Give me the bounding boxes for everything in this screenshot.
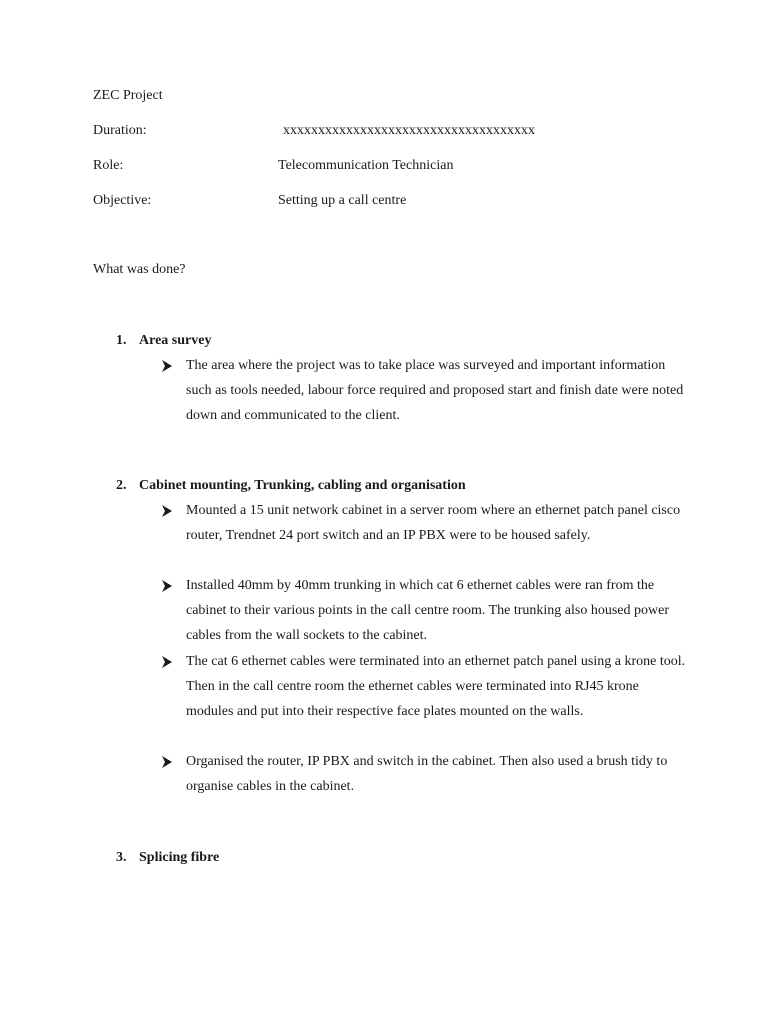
arrowhead-bullet-icon	[161, 502, 173, 520]
role-label: Role:	[93, 158, 124, 173]
intro-question: What was done?	[93, 262, 186, 277]
section-number: 2.	[116, 478, 127, 493]
arrowhead-bullet-icon	[161, 653, 173, 671]
arrowhead-bullet-icon	[161, 357, 173, 375]
bullet-text: Mounted a 15 unit network cabinet in a server room where an ethernet patch panel cisco router, Trendnet 24 port switch and an IP PBX were to be housed safely.	[186, 503, 681, 544]
objective-value: Setting up a call centre	[278, 193, 407, 208]
project-title: ZEC Project	[93, 88, 163, 103]
section-title-splicing-fibre: Splicing fibre	[139, 850, 220, 865]
bullet-text: The area where the project was to take place was surveyed and important information such as tools needed, labour force required and proposed start and finish date were noted down and communicated to the client.	[186, 358, 684, 424]
arrowhead-bullet-icon	[161, 577, 173, 595]
duration-label: Duration:	[93, 123, 147, 138]
arrowhead-bullet-icon	[161, 753, 173, 771]
bullet-text: Installed 40mm by 40mm trunking in which cat 6 ethernet cables were ran from the cabinet to their various points in the call centre room. The trunking also housed power cables from the wall sockets to the cabinet.	[186, 578, 670, 644]
bullet-text: Organised the router, IP PBX and switch in the cabinet. Then also used a brush tidy to organise cables in the cabinet.	[186, 754, 668, 795]
bullet-text: The cat 6 ethernet cables were terminated into an ethernet patch panel using a krone tool. Then in the call centre room the ethernet cables were terminated into RJ45 krone modules and put into their respective face plates mounted on the walls.	[186, 654, 686, 720]
objective-label: Objective:	[93, 193, 152, 208]
section-title-area-survey: Area survey	[139, 333, 212, 348]
section-number: 1.	[116, 333, 127, 348]
section-title-cabinet-mounting: Cabinet mounting, Trunking, cabling and organisation	[139, 478, 466, 493]
duration-value: xxxxxxxxxxxxxxxxxxxxxxxxxxxxxxxxxxxx	[283, 123, 535, 138]
section-number: 3.	[116, 850, 127, 865]
role-value: Telecommunication Technician	[278, 158, 454, 173]
